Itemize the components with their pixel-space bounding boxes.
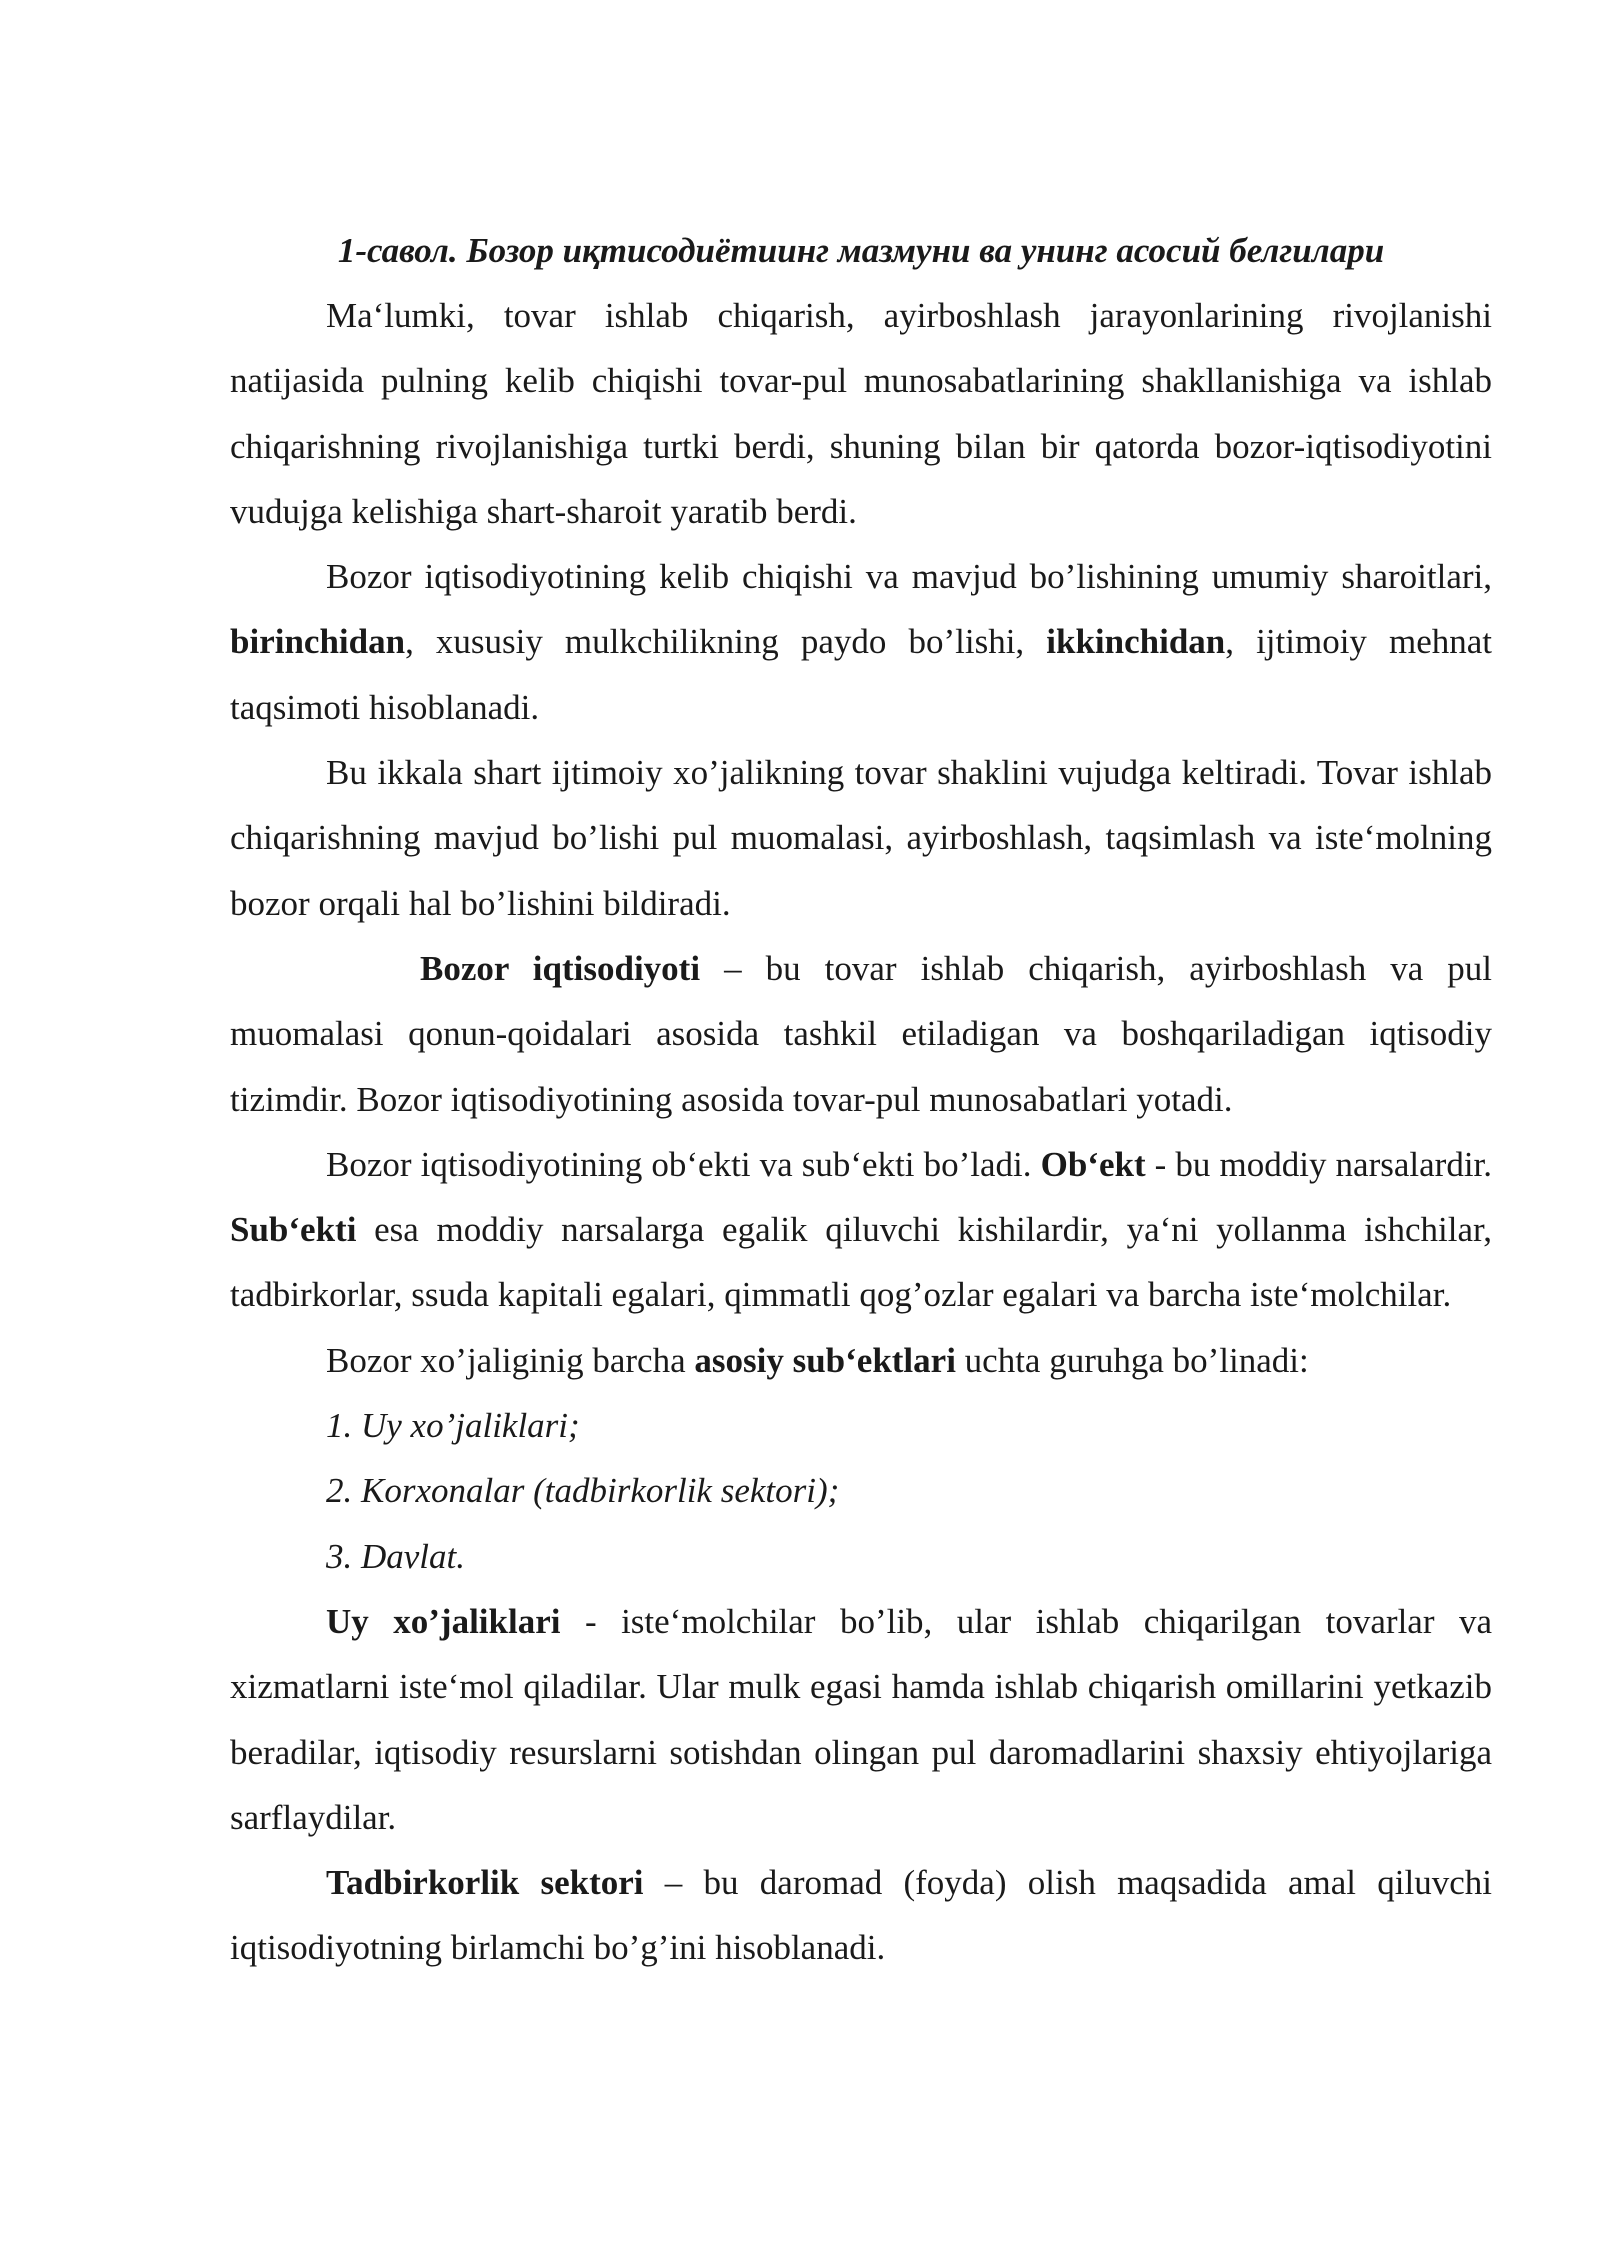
page-title: 1-савол. Бозор иқтисодиётиинг мазмуни ва унинг асосий белгилари — [337, 231, 1385, 270]
list-item: 1. Uy xo’jaliklari; — [326, 1406, 580, 1446]
text-run: , ijtimoiy mehnat taqsimoti hisoblanadi. — [230, 622, 1492, 727]
bold-term: Tadbirkorlik sektori — [326, 1863, 644, 1903]
text-run: - bu moddiy narsalardir. — [1145, 1144, 1493, 1184]
bold-term: ikkinchidan — [1046, 622, 1226, 662]
text-run: – bu tovar ishlab chiqarish, ayirboshlash va pul muomalasi qonun-qoidalari asosida tashkil etiladigan va boshqariladigan iqtisodiy tizimdir. Bozor iqtisodiyotining asosida tovar-pul munosabatlari yotadi. — [230, 948, 1493, 1119]
list-item: 2. Korxonalar (tadbirkorlik sektori); — [326, 1471, 840, 1511]
bold-term: asosiy sub‘ektlari — [694, 1340, 956, 1380]
bold-term: Sub‘ekti — [230, 1210, 357, 1250]
paragraph-6 — [230, 1328, 1492, 1393]
bold-term: Uy xo’jaliklari — [326, 1601, 561, 1641]
paragraph-1: Ma‘lumki, tovar ishlab chiqarish, ayirboshlash jarayonlarining rivojlanishi natijasida pulning kelib chiqishi tovar-pul munosabatlarining shakllanishiga va ishlab chiqarishning rivojlanishiga turtki berdi, shuning bilan bir qatorda bozor-iqtisodiyotini vudujga kelishiga shart-sharoit yaratib berdi. — [230, 296, 1492, 531]
text-run: - iste‘molchilar bo’lib, ular ishlab chiqarilgan tovarlar va xizmatlarni iste‘mol qiladilar. Ular mulk egasi hamda ishlab chiqarish omillarini yetkazib beradilar, iqtisodiy resurslarni sotishdan olingan pul daromadlarini shaxsiy ehtiyojlariga sarflaydilar. — [230, 1601, 1493, 1837]
text-run: – bu daromad (foyda) olish maqsadida amal qiluvchi iqtisodiyotning birlamchi bo’g’ini hisoblanadi. — [230, 1863, 1492, 1968]
paragraph-8 — [230, 1850, 1492, 1981]
text-run: Bozor iqtisodiyotining ob‘ekti va sub‘ekti bo’ladi. — [326, 1144, 1041, 1184]
text-run: uchta guruhga bo’linadi: — [955, 1340, 1309, 1380]
text-run: , xususiy mulkchilikning paydo bo’lishi, — [405, 622, 1047, 662]
text-run: Bozor xo’jaliginig barcha — [326, 1340, 695, 1380]
list-item: 3. Davlat. — [326, 1536, 466, 1576]
paragraph-3: Bu ikkala shart ijtimoiy xo’jalikning tovar shaklini vujudga keltiradi. Tovar ishlab chiqarishning mavjud bo’lishi pul muomalasi, ayirboshlash, taqsimlash va iste‘molning bozor orqali hal bo’lishini bildiradi. — [230, 753, 1492, 923]
paragraph-2 — [230, 544, 1492, 740]
bold-term: Bozor iqtisodiyoti — [420, 948, 701, 988]
text-run: esa moddiy narsalarga egalik qiluvchi kishilardir, ya‘ni yollanma ishchilar, tadbirkorlar, ssuda kapitali egalari, qimmatli qog’ozlar egalari va barcha iste‘molchilar. — [230, 1210, 1492, 1315]
paragraph-7 — [230, 1589, 1492, 1850]
bold-term: birinchidan — [230, 622, 406, 662]
text-run: Bozor iqtisodiyotining kelib chiqishi va mavjud bo’lishining umumiy sharoitlari, — [326, 557, 1492, 597]
paragraph-4 — [230, 936, 1492, 1132]
bold-term: Ob‘ekt — [1040, 1144, 1146, 1184]
paragraph-5 — [230, 1132, 1492, 1328]
document-page — [230, 218, 1492, 1981]
